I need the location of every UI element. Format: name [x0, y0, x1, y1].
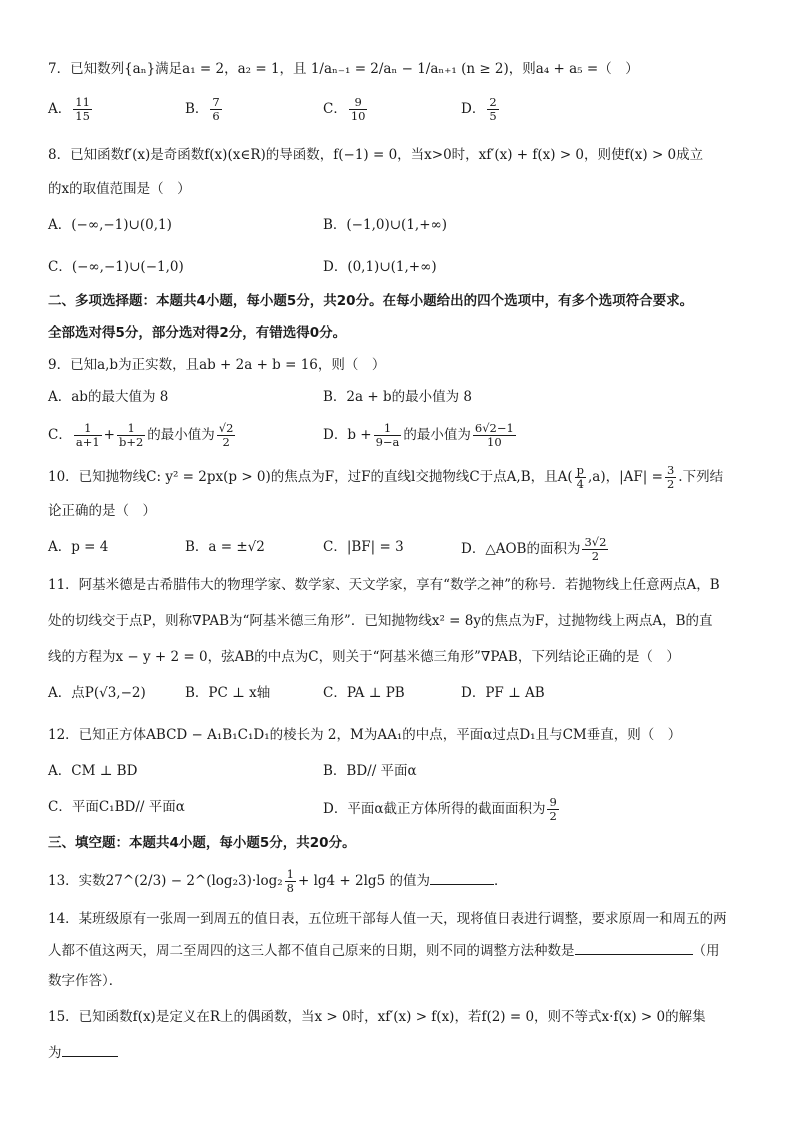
q7-option-c [323, 96, 369, 123]
q9-d-frac: $\frac{1}{9-a}$ [375, 421, 400, 449]
q15-stem-line1: 15．已知函数f(x)是定义在R上的偶函数，当x > 0时，xf′(x) > f(x)，若f(2) = 0，则不等式x·f(x) > 0的解集 [48, 1009, 706, 1025]
q10-option-d [461, 536, 610, 563]
section2-heading-line2: 全部选对得5分，部分选对得2分，有错选得0分。 [48, 325, 347, 341]
section2-heading-line1: 二、多项选择题：本题共4小题，每小题5分，共20分。在每小题给出的四个选项中，有多个选项符合要求。 [48, 293, 694, 309]
q9-stem: 9．已知a,b为正实数，且ab + 2a + b = 16，则（ ） [48, 357, 386, 373]
q9-option-a: A．ab的最大值为 8 [48, 389, 169, 405]
q7-c-fraction: $\frac{9}{10}$ [350, 95, 366, 123]
q10-option-a: A．p = 4 [48, 539, 109, 555]
q7-option-b [185, 96, 224, 123]
q7-a-fraction: $\frac{11}{15}$ [75, 95, 90, 123]
q9-option-d [323, 422, 518, 449]
q9-c-text: 的最小值为 [147, 427, 215, 443]
q14-line2-text: 人都不值这两天，周二至周四的这三人都不值自己原来的日期，则不同的调整方法种数是 [48, 943, 575, 959]
q7-option-a [48, 96, 94, 123]
q10-stem-part3: .下列结 [678, 469, 724, 485]
q11-option-a: A．点P(√3,−2) [48, 685, 146, 701]
q15-answer-blank[interactable] [62, 1042, 118, 1057]
q10-stem-line1 [48, 464, 746, 491]
q12-option-d [323, 796, 561, 823]
q11-stem-line2: 处的切线交于点P，则称∇PAB为“阿基米德三角形”．已知抛物线x² = 8y的焦点为F，过抛物线上两点A，B的直 [48, 613, 713, 629]
q10-option-b: B．a = ±√2 [185, 539, 265, 555]
q10-stem-frac2: $\frac{3}{2}$ [666, 463, 675, 491]
q14-stem-line1: 14．某班级原有一张周一到周五的值日表，五位班干部每人值一天，现将值日表进行调整，要求原周一和周五的两 [48, 911, 727, 927]
q11-option-b: B．PC ⊥ x轴 [185, 685, 271, 701]
q12-option-b: B．BD// 平面α [323, 763, 417, 779]
section3-heading: 三、填空题：本题共4小题，每小题5分，共20分。 [48, 835, 356, 851]
q9-option-b: B．2a + b的最小值为 8 [323, 389, 472, 405]
q9-d-text: 的最小值为 [403, 427, 471, 443]
q10-d-value: $\frac{3√2}{2}$ [584, 535, 607, 563]
q9-c-frac1: $\frac{1}{a+1}$ [75, 421, 100, 449]
q13-part1: 13．实数27^(2/3) − 2^(log₂3)·log₂ [48, 873, 283, 889]
q7-b-fraction: $\frac{7}{6}$ [212, 95, 220, 123]
q14-answer-blank[interactable] [575, 940, 693, 955]
q9-c-value: $\frac{√2}{2}$ [218, 421, 234, 449]
q8-stem-line2: 的x的取值范围是（ ） [48, 181, 191, 197]
q12-option-c: C．平面C₁BD// 平面α [48, 799, 185, 815]
q14-line2-end: （用 [692, 943, 720, 959]
q7-option-d [461, 96, 501, 123]
q13-frac: $\frac{1}{8}$ [286, 867, 294, 895]
q8-option-c: C．(−∞,−1)∪(−1,0) [48, 259, 184, 275]
q12-d-value: $\frac{9}{2}$ [549, 795, 557, 823]
q9-option-c [48, 422, 237, 449]
q10-stem-line2: 论正确的是（ ） [48, 503, 156, 519]
q9-c-frac2: $\frac{1}{b+2}$ [118, 421, 144, 449]
q11-stem-line3: 线的方程为x − y + 2 = 0，弦AB的中点为C，则关于“阿基米德三角形”∇PAB，下列结论正确的是（ ） [48, 649, 680, 665]
q9-d-label: D．b + [323, 427, 372, 443]
q14-stem-line2 [48, 940, 746, 962]
q12-stem: 12．已知正方体ABCD − A₁B₁C₁D₁的棱长为 2，M为AA₁的中点，平面α过点D₁且与CM垂直，则（ ） [48, 727, 682, 743]
q12-d-label: D．平面α截正方体所得的截面面积为 [323, 801, 546, 817]
q7-b-label: B． [185, 101, 209, 117]
q12-option-a: A．CM ⊥ BD [48, 763, 138, 779]
q13-end: ． [493, 873, 508, 889]
q7-stem: 7．已知数列{aₙ}满足a₁ = 2，a₂ = 1，且 1/aₙ₋₁ = 2/aₙ − 1/aₙ₊₁ (n ≥ 2)，则a₄ + a₅ =（ ） [48, 61, 639, 77]
q7-c-label: C． [323, 101, 347, 117]
q10-stem-frac1: $\frac{p}{4}$ [576, 463, 585, 491]
q11-option-d: D．PF ⊥ AB [461, 685, 545, 701]
q11-option-c: C．PA ⊥ PB [323, 685, 405, 701]
q15-line2-text: 为 [48, 1045, 62, 1061]
q7-d-label: D． [461, 101, 486, 117]
q8-option-d: D．(0,1)∪(1,+∞) [323, 259, 437, 275]
q10-stem-part2: ,a)，|AF| = [588, 469, 663, 485]
q13-part2: + lg4 + 2lg5 的值为 [297, 873, 430, 889]
q8-stem-line1: 8．已知函数f′(x)是奇函数f(x)(x∈R)的导函数，f(−1) = 0，当x>0时，xf′(x) + f(x) > 0，则使f(x) > 0成立 [48, 147, 704, 163]
q9-c-plus: + [103, 427, 115, 443]
q9-d-value: $\frac{6√2-1}{10}$ [474, 421, 514, 449]
q9-c-label: C． [48, 427, 72, 443]
q7-a-label: A． [48, 101, 72, 117]
q15-stem-line2 [48, 1042, 746, 1064]
q14-stem-line3: 数字作答）． [48, 973, 123, 989]
q11-stem-line1: 11．阿基米德是古希腊伟大的物理学家、数学家、天文学家，享有“数学之神”的称号．若抛物线上任意两点A，B [48, 577, 720, 593]
q13-stem [48, 868, 746, 895]
q8-option-a: A．(−∞,−1)∪(0,1) [48, 217, 172, 233]
q7-d-fraction: $\frac{2}{5}$ [489, 95, 497, 123]
q10-stem-part1: 10．已知抛物线C: y² = 2px(p > 0)的焦点为F，过F的直线l交抛物线C于点A,B，且A( [48, 469, 573, 485]
q10-option-c: C．|BF| = 3 [323, 539, 404, 555]
q10-d-label: D．△AOB的面积为 [461, 541, 581, 557]
q13-answer-blank[interactable] [430, 870, 494, 885]
q8-option-b: B．(−1,0)∪(1,+∞) [323, 217, 448, 233]
